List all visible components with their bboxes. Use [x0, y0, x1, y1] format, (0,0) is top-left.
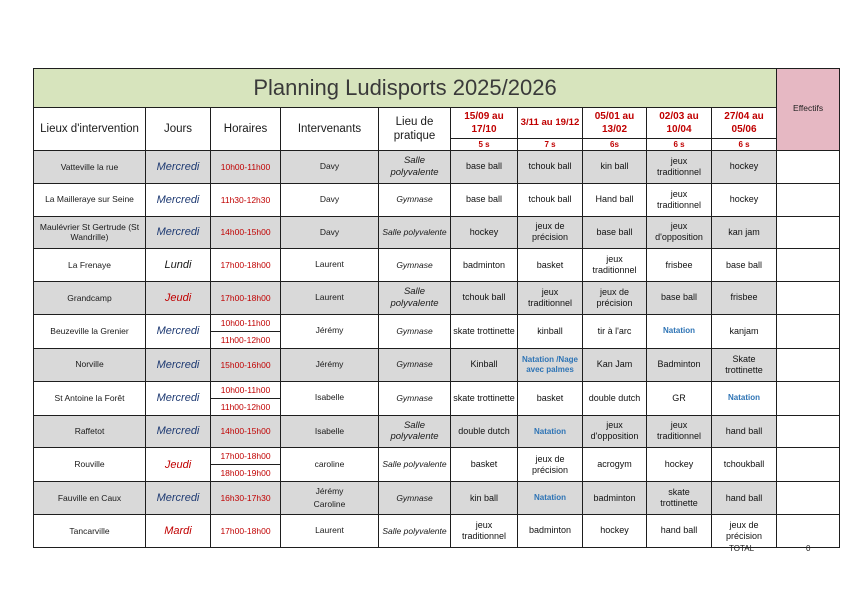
column-header-row: [34, 108, 840, 139]
location-cell: La Mailleraye sur Seine: [34, 183, 146, 216]
venue-cell: Gymnase: [379, 183, 451, 216]
activity-cell: Natation: [518, 482, 583, 515]
activity-cell: hand ball: [647, 515, 712, 548]
headcount-cell: [777, 448, 840, 482]
period-weeks-4: 6 s: [647, 139, 712, 151]
time-cell: [211, 314, 281, 348]
activity-cell: skate trottinette: [647, 482, 712, 515]
headcount-cell: [777, 183, 840, 216]
activity-cell: basket: [451, 448, 518, 482]
instructor-name: Laurent: [315, 292, 344, 303]
day-cell: Mercredi: [146, 314, 211, 348]
headcount-cell: [777, 151, 840, 184]
venue-cell: Salle polyvalente: [379, 515, 451, 548]
activity-cell: kan jam: [712, 216, 777, 249]
location-cell: Raffetot: [34, 415, 146, 448]
day-cell: Lundi: [146, 249, 211, 282]
activity-cell: badminton: [583, 482, 647, 515]
table-row: [34, 381, 840, 415]
title-row: [34, 69, 840, 108]
venue-cell: Gymnase: [379, 249, 451, 282]
table-row: [34, 515, 840, 548]
activity-cell: jeux traditionnel: [647, 415, 712, 448]
activity-cell: double dutch: [583, 381, 647, 415]
activity-cell: kin ball: [583, 151, 647, 184]
time-cell: [211, 249, 281, 282]
activity-cell: Skate trottinette: [712, 348, 777, 381]
day-cell: Mercredi: [146, 482, 211, 515]
activity-cell: skate trottinette: [451, 381, 518, 415]
activity-cell: jeux de précision: [518, 216, 583, 249]
period-header-5: [712, 108, 777, 139]
period-dates-5: 27/04 au 05/06: [724, 111, 764, 135]
header-instructor: Intervenants: [281, 108, 379, 151]
planning-table: [33, 68, 840, 548]
day-cell: Jeudi: [146, 448, 211, 482]
day-cell: Mardi: [146, 515, 211, 548]
activity-cell: Natation /Nage avec palmes: [518, 348, 583, 381]
table-row: [34, 415, 840, 448]
instructor-name: Davy: [319, 161, 340, 172]
activity-cell: hockey: [712, 151, 777, 184]
location-cell: La Frenaye: [34, 249, 146, 282]
activity-cell: base ball: [451, 183, 518, 216]
instructor-cell: [281, 314, 379, 348]
period-header-4: [647, 108, 712, 139]
activity-cell: hockey: [647, 448, 712, 482]
instructor-name: Jérémy: [315, 485, 344, 496]
total-value: 0: [806, 544, 811, 553]
time-slot: 11h00-12h00: [211, 331, 280, 348]
activity-cell: tchoukball: [712, 448, 777, 482]
time-cell: [211, 448, 281, 482]
activity-cell: tchouk ball: [518, 151, 583, 184]
activity-cell: jeux d'opposition: [647, 216, 712, 249]
activity-cell: kanjam: [712, 314, 777, 348]
activity-cell: badminton: [518, 515, 583, 548]
activity-cell: Badminton: [647, 348, 712, 381]
activity-cell: jeux traditionnel: [451, 515, 518, 548]
table-header: [34, 69, 840, 151]
activity-cell: double dutch: [451, 415, 518, 448]
venue-cell: Salle polyvalente: [379, 282, 451, 315]
day-cell: Mercredi: [146, 183, 211, 216]
period-header-2: [518, 108, 583, 139]
time-cell: [211, 216, 281, 249]
instructor-cell: [281, 515, 379, 548]
instructor-name: Isabelle: [314, 425, 345, 436]
day-cell: Mercredi: [146, 216, 211, 249]
activity-cell: hockey: [451, 216, 518, 249]
headcount-cell: [777, 515, 840, 548]
activity-cell: jeux traditionnel: [647, 151, 712, 184]
period-dates-3: 05/01 au 13/02: [594, 111, 635, 135]
venue-cell: Salle polyvalente: [379, 448, 451, 482]
instructor-name: Laurent: [315, 259, 344, 270]
activity-cell: base ball: [647, 282, 712, 315]
time-cell: [211, 282, 281, 315]
headcount-cell: [777, 314, 840, 348]
time-slot: 10h00-11h00: [220, 317, 271, 328]
header-time: Horaires: [211, 108, 281, 151]
activity-cell: jeux traditionnel: [647, 183, 712, 216]
day-cell: Mercredi: [146, 348, 211, 381]
instructor-name: caroline: [314, 458, 345, 469]
activity-cell: jeux d'opposition: [583, 415, 647, 448]
period-dates-1: 15/09 au 17/10: [464, 111, 504, 135]
time-cell: [211, 482, 281, 515]
time-cell: [211, 151, 281, 184]
activity-cell: base ball: [712, 249, 777, 282]
table-row: [34, 314, 840, 348]
venue-cell: Salle polyvalente: [379, 216, 451, 249]
instructor-name: Isabelle: [314, 392, 345, 403]
activity-cell: base ball: [451, 151, 518, 184]
table-row: [34, 183, 840, 216]
time-cell: [211, 381, 281, 415]
headcount-cell: [777, 249, 840, 282]
headcount-cell: [777, 216, 840, 249]
instructor-cell: [281, 216, 379, 249]
time-slot: 11h30-12h30: [220, 194, 271, 205]
day-cell: Jeudi: [146, 282, 211, 315]
venue-cell: Gymnase: [379, 348, 451, 381]
instructor-name: Jérémy: [315, 325, 344, 336]
time-cell: [211, 515, 281, 548]
table-body: [34, 151, 840, 548]
activity-cell: hand ball: [712, 415, 777, 448]
day-cell: Mercredi: [146, 381, 211, 415]
total-label: TOTAL: [729, 544, 755, 553]
location-cell: Fauville en Caux: [34, 482, 146, 515]
activity-cell: acrogym: [583, 448, 647, 482]
activity-cell: hockey: [712, 183, 777, 216]
instructor-name: Laurent: [315, 525, 344, 536]
activity-cell: kinball: [518, 314, 583, 348]
period-weeks-1: 5 s: [451, 139, 518, 151]
header-day: Jours: [146, 108, 211, 151]
location-cell: Norville: [34, 348, 146, 381]
instructor-cell: [281, 151, 379, 184]
headcount-cell: [777, 381, 840, 415]
time-slot: 17h00-18h00: [220, 292, 271, 303]
location-cell: Maulévrier St Gertrude (St Wandrille): [34, 216, 146, 249]
time-slot: 14h00-15h00: [220, 227, 271, 238]
activity-cell: Natation: [712, 381, 777, 415]
instructor-name: Caroline: [313, 499, 346, 510]
venue-cell: Salle polyvalente: [379, 415, 451, 448]
activity-cell: tir à l'arc: [583, 314, 647, 348]
location-cell: Vatteville la rue: [34, 151, 146, 184]
headcount-cell: [777, 348, 840, 381]
activity-cell: frisbee: [712, 282, 777, 315]
headcount-cell: [777, 482, 840, 515]
period-dates-4: 02/03 au 10/04: [659, 111, 699, 135]
instructor-name: Jérémy: [315, 358, 344, 369]
activity-cell: jeux de précision: [712, 515, 777, 548]
activity-cell: tchouk ball: [518, 183, 583, 216]
instructor-cell: [281, 249, 379, 282]
time-slot: 17h00-18h00: [220, 525, 271, 536]
table-row: [34, 249, 840, 282]
venue-cell: Gymnase: [379, 482, 451, 515]
activity-cell: Natation: [518, 415, 583, 448]
activity-cell: basket: [518, 381, 583, 415]
location-cell: St Antoine la Forêt: [34, 381, 146, 415]
time-slot: 17h00-18h00: [220, 451, 271, 462]
table-row: [34, 151, 840, 184]
activity-cell: GR: [647, 381, 712, 415]
effectifs-label: Effectifs: [793, 103, 824, 113]
time-slot: 17h00-18h00: [220, 260, 271, 271]
location-cell: Beuzeville la Grenier: [34, 314, 146, 348]
time-slot: 14h00-15h00: [220, 426, 271, 437]
instructor-cell: [281, 448, 379, 482]
day-cell: Mercredi: [146, 151, 211, 184]
activity-cell: frisbee: [647, 249, 712, 282]
activity-cell: Kan Jam: [583, 348, 647, 381]
time-slot: 15h00-16h00: [220, 359, 271, 370]
activity-cell: jeux de précision: [583, 282, 647, 315]
header-location: Lieux d'intervention: [34, 108, 146, 151]
header-venue: Lieu de pratique: [379, 108, 451, 151]
period-dates-2: 3/11 au 19/12: [520, 117, 580, 129]
activity-cell: Hand ball: [583, 183, 647, 216]
activity-cell: basket: [518, 249, 583, 282]
time-cell: [211, 183, 281, 216]
time-slot: 10h00-11h00: [220, 384, 271, 395]
activity-cell: skate trottinette: [451, 314, 518, 348]
activity-cell: jeux traditionnel: [583, 249, 647, 282]
table-row: [34, 448, 840, 482]
activity-cell: kin ball: [451, 482, 518, 515]
venue-cell: Salle polyvalente: [379, 151, 451, 184]
table-title: Planning Ludisports 2025/2026: [34, 69, 777, 108]
table-row: [34, 348, 840, 381]
activity-cell: badminton: [451, 249, 518, 282]
time-cell: [211, 348, 281, 381]
activity-cell: Natation: [647, 314, 712, 348]
location-cell: Grandcamp: [34, 282, 146, 315]
instructor-cell: [281, 482, 379, 515]
period-header-1: [451, 108, 518, 139]
activity-cell: Kinball: [451, 348, 518, 381]
venue-cell: Gymnase: [379, 381, 451, 415]
period-weeks-3: 6s: [583, 139, 647, 151]
table-row: [34, 282, 840, 315]
instructor-cell: [281, 381, 379, 415]
instructor-cell: [281, 348, 379, 381]
time-slot: 18h00-19h00: [211, 464, 280, 481]
instructor-cell: [281, 183, 379, 216]
headcount-cell: [777, 282, 840, 315]
activity-cell: jeux traditionnel: [518, 282, 583, 315]
time-slot: 16h30-17h30: [220, 493, 271, 504]
headcount-cell: [777, 415, 840, 448]
instructor-name: Davy: [319, 193, 340, 204]
time-cell: [211, 415, 281, 448]
effectifs-header: [777, 69, 840, 151]
activity-cell: tchouk ball: [451, 282, 518, 315]
activity-cell: hand ball: [712, 482, 777, 515]
period-header-3: [583, 108, 647, 139]
day-cell: Mercredi: [146, 415, 211, 448]
activity-cell: base ball: [583, 216, 647, 249]
instructor-cell: [281, 415, 379, 448]
table-row: [34, 482, 840, 515]
instructor-name: Davy: [319, 226, 340, 237]
location-cell: Rouville: [34, 448, 146, 482]
time-slot: 10h00-11h00: [220, 161, 271, 172]
period-weeks-2: 7 s: [518, 139, 583, 151]
instructor-cell: [281, 282, 379, 315]
activity-cell: hockey: [583, 515, 647, 548]
period-weeks-5: 6 s: [712, 139, 777, 151]
table-row: [34, 216, 840, 249]
venue-cell: Gymnase: [379, 314, 451, 348]
activity-cell: jeux de précision: [518, 448, 583, 482]
time-slot: 11h00-12h00: [211, 398, 280, 415]
location-cell: Tancarville: [34, 515, 146, 548]
